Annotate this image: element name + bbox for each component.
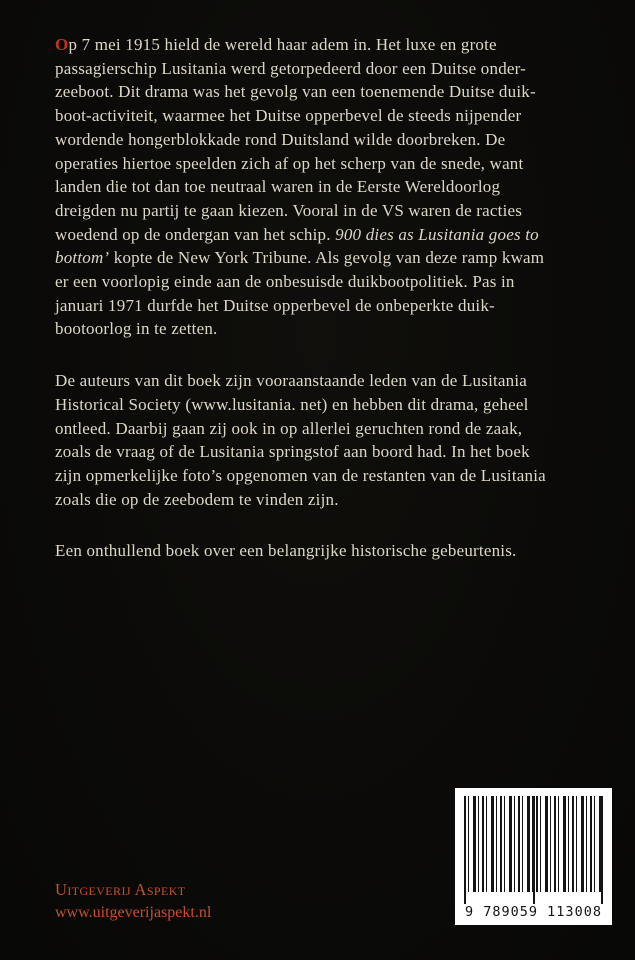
barcode: [455, 788, 612, 925]
text-line: boot-activiteit, waarmee het Duitse opperbevel de steeds nijpender: [55, 106, 522, 126]
text-line: landen die tot dan toe neutraal waren in de Eerste Wereldoorlog: [55, 177, 501, 197]
blurb-text-block: [55, 33, 589, 591]
text-line: De auteurs van dit boek zijn vooraanstaande leden van de Lusitania: [55, 371, 528, 391]
text-line: er een voorlopig einde aan de onbesuisde duikbootpolitiek. Pas in: [55, 272, 515, 292]
barcode-number: 9 789059 113008: [455, 904, 612, 920]
text-line: ontleed. Daarbij gaan zij ook in op allerlei geruchten rond de zaak,: [55, 418, 523, 438]
text-segment: woedend op de ondergan van het schip.: [55, 224, 336, 244]
text-line: zeeboot. Dit drama was het gevolg van een toenemende Duitse duik-: [55, 82, 536, 102]
publisher-website: www.uitgeverijaspekt.nl: [55, 904, 212, 921]
text-line: dreigden nu partij te gaan kiezen. Vooral in de VS waren de racties: [55, 200, 523, 220]
barcode-guard-bars: [464, 796, 603, 904]
text-line: zoals de vraag of de Lusitania springstof aan boord had. In het boek: [55, 442, 530, 462]
text-line: zijn opmerkelijke foto’s opgenomen van de restanten van de Lusitania: [55, 465, 546, 485]
text-line: [55, 223, 589, 247]
text-segment: kopte de New York Tribune. Als gevolg van deze ramp kwam: [109, 248, 545, 268]
paragraph-1: [55, 33, 589, 341]
newspaper-headline-quote: 900 dies as Lusitania goes to: [335, 224, 539, 244]
publisher-name: Uitgeverij Aspekt: [55, 880, 186, 899]
text-line: zoals die op de zeebodem te vinden zijn.: [55, 489, 339, 509]
paragraph-2: [55, 369, 589, 511]
text-line: januari 1971 durfde het Duitse opperbevel de onbeperkte duik-: [55, 295, 495, 315]
publisher-block: [55, 880, 211, 922]
text-line: wordende hongerblokkade rond Duitsland wilde doorbreken. De: [55, 129, 506, 149]
text-line: [55, 33, 589, 57]
text-line: Een onthullend boek over een belangrijke historische gebeurtenis.: [55, 541, 517, 561]
newspaper-headline-quote: bottom’: [55, 248, 110, 268]
text-line: Historical Society (www.lusitania. net) en hebben dit drama, geheel: [55, 394, 529, 414]
text-line: operaties hiertoe speelden zich af op het scherp van de snede, want: [55, 153, 524, 173]
text-line-rest: p 7 mei 1915 hield de wereld haar adem in. Het luxe en grote: [68, 35, 497, 54]
text-line: [55, 246, 589, 270]
paragraph-3: [55, 539, 589, 563]
text-line: bootoorlog in te zetten.: [55, 319, 218, 339]
text-line: passagierschip Lusitania werd getorpedeerd door een Duitse onder-: [55, 58, 527, 78]
dropcap-letter: O: [55, 35, 69, 54]
